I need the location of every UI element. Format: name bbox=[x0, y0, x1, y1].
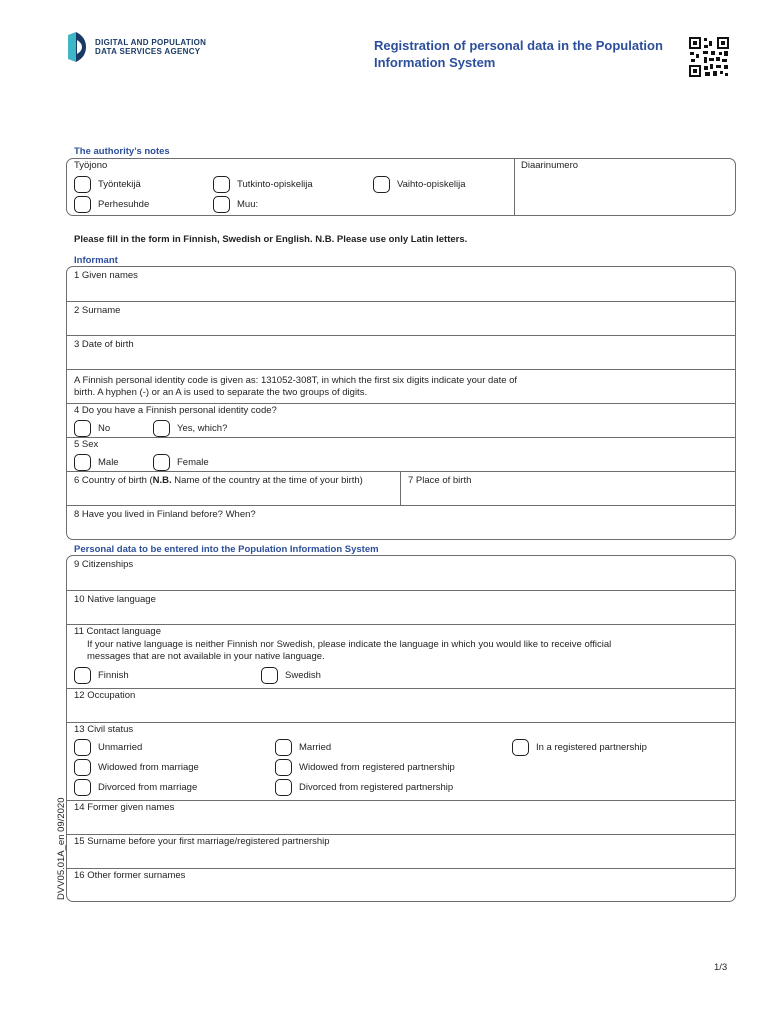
sex-question: 5 Sex Male Female bbox=[67, 437, 735, 471]
checkbox-muu[interactable]: Muu: bbox=[213, 196, 258, 213]
checkbox-married[interactable]: Married bbox=[275, 739, 331, 756]
qr-code-icon bbox=[689, 37, 729, 77]
checkbox-pic-yes[interactable]: Yes, which? bbox=[153, 420, 227, 437]
other-former-surnames-field[interactable] bbox=[67, 868, 735, 902]
occupation-label: 12 Occupation bbox=[74, 690, 136, 701]
personal-data-heading: Personal data to be entered into the Population Information System bbox=[74, 544, 379, 555]
surname-field[interactable] bbox=[67, 301, 735, 335]
date-of-birth-field[interactable] bbox=[67, 335, 735, 369]
checkbox-widowed-partnership[interactable]: Widowed from registered partnership bbox=[275, 759, 455, 776]
checkbox-divorced-partnership[interactable]: Divorced from registered partnership bbox=[275, 779, 453, 796]
surname-before-marriage-field[interactable] bbox=[67, 834, 735, 868]
informant-box bbox=[66, 266, 736, 540]
given-names-field[interactable] bbox=[67, 267, 735, 301]
authority-notes-box bbox=[66, 158, 736, 216]
citizenships-label: 9 Citizenships bbox=[74, 559, 134, 570]
checkbox-divorced-marriage[interactable]: Divorced from marriage bbox=[74, 779, 197, 796]
place-of-birth-label: 7 Place of birth bbox=[408, 475, 472, 486]
agency-name: DIGITAL AND POPULATION DATA SERVICES AGENCY bbox=[95, 38, 207, 56]
citizenships-field[interactable] bbox=[67, 556, 735, 590]
birth-row bbox=[67, 471, 735, 505]
form-code: DVV05.01A_en 09/2020 bbox=[56, 797, 67, 900]
dob-label: 3 Date of birth bbox=[74, 339, 134, 350]
native-language-label: 10 Native language bbox=[74, 594, 156, 605]
checkbox-widowed-marriage[interactable]: Widowed from marriage bbox=[74, 759, 199, 776]
agency-logo-icon bbox=[65, 31, 87, 63]
agency-logo bbox=[65, 31, 225, 63]
divider bbox=[400, 472, 401, 505]
authority-notes-heading: The authority’s notes bbox=[74, 146, 170, 157]
instruction-text: Please fill in the form in Finnish, Swedish or English. N.B. Please use only Latin letters. bbox=[74, 234, 468, 245]
document-title: Registration of personal data in the Population Information System bbox=[374, 38, 663, 70]
checkbox-female[interactable]: Female bbox=[153, 454, 209, 471]
checkbox-vaihto-opiskelija[interactable]: Vaihto-opiskelija bbox=[373, 176, 465, 193]
queue-label: Työjono bbox=[74, 160, 108, 171]
checkbox-tutkinto-opiskelija[interactable]: Tutkinto-opiskelija bbox=[213, 176, 313, 193]
checkbox-swedish[interactable]: Swedish bbox=[261, 667, 321, 684]
former-given-names-label: 14 Former given names bbox=[74, 802, 175, 813]
country-of-birth-label: 6 Country of birth (N.B. Name of the country at the time of your birth) bbox=[74, 475, 363, 486]
checkbox-finnish[interactable]: Finnish bbox=[74, 667, 129, 684]
informant-heading: Informant bbox=[74, 255, 118, 266]
other-former-surnames-label: 16 Other former surnames bbox=[74, 870, 186, 881]
former-given-names-field[interactable] bbox=[67, 800, 735, 834]
diary-number-label: Diaarinumero bbox=[521, 160, 579, 171]
contact-language-question: 11 Contact language If your native language is neither Finnish nor Swedish, please indicate the language in which you would like to receive official messages that are not available in your native language. Finnish Swedish bbox=[67, 624, 735, 688]
native-language-field[interactable] bbox=[67, 590, 735, 624]
civil-status-question: 13 Civil status Unmarried Married In a registered partnership Widowed from marriage Widowed from registered partnership Divorced from marriage Divorced from registered partnership bbox=[67, 722, 735, 800]
surname-label: 2 Surname bbox=[74, 305, 121, 316]
checkbox-registered-partnership[interactable]: In a registered partnership bbox=[512, 739, 647, 756]
page-number: 1/3 bbox=[714, 962, 728, 973]
given-names-label: 1 Given names bbox=[74, 270, 138, 281]
lived-in-finland-field[interactable] bbox=[67, 505, 735, 540]
divider bbox=[514, 159, 515, 215]
checkbox-unmarried[interactable]: Unmarried bbox=[74, 739, 142, 756]
checkbox-perhesuhde[interactable]: Perhesuhde bbox=[74, 196, 149, 213]
checkbox-male[interactable]: Male bbox=[74, 454, 119, 471]
identity-code-note: A Finnish personal identity code is given as: 131052-308T, in which the first six digits indicate your date of birth. A hyphen (-) or an A is used to separate the two groups of digits. bbox=[67, 369, 735, 403]
surname-before-marriage-label: 15 Surname before your first marriage/registered partnership bbox=[74, 836, 330, 847]
occupation-field[interactable] bbox=[67, 688, 735, 722]
checkbox-pic-no[interactable]: No bbox=[74, 420, 110, 437]
lived-in-finland-label: 8 Have you lived in Finland before? When? bbox=[74, 509, 256, 520]
checkbox-tyontekija[interactable]: Työntekijä bbox=[74, 176, 141, 193]
identity-code-question: 4 Do you have a Finnish personal identity code? No Yes, which? bbox=[67, 403, 735, 437]
personal-data-box bbox=[66, 555, 736, 902]
